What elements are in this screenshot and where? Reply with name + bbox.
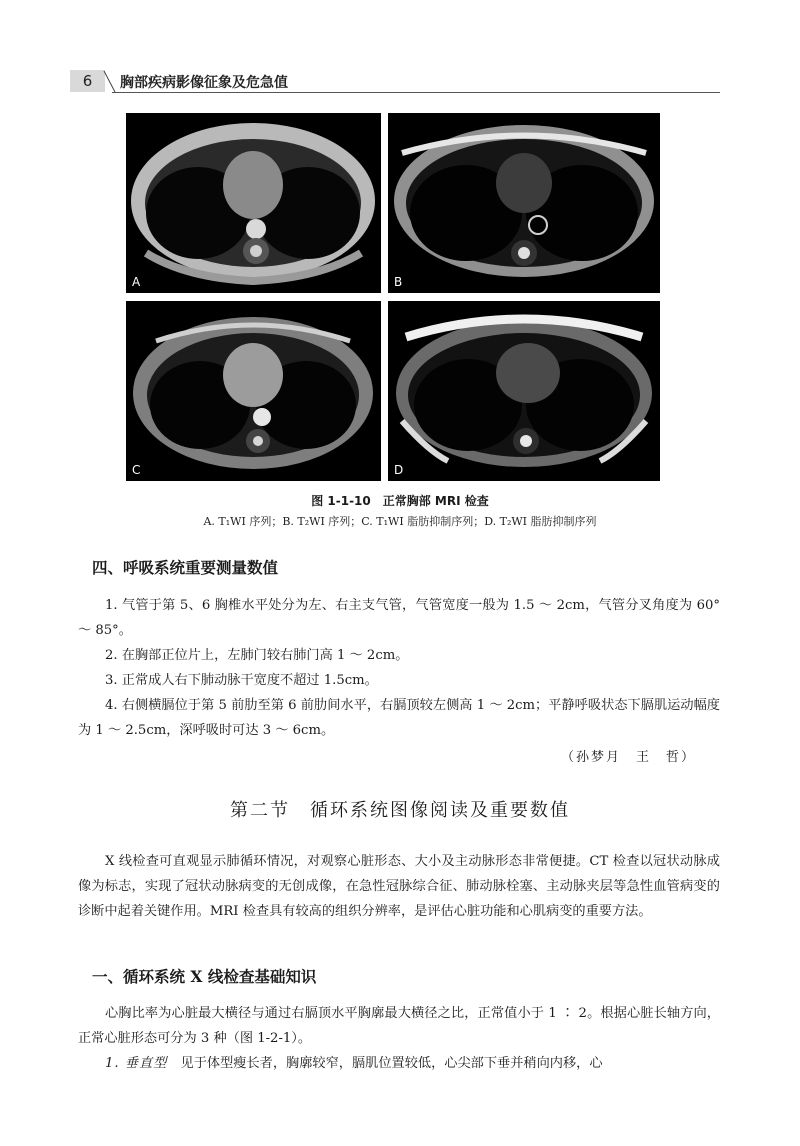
measurement-item-2: 2. 在胸部正位片上，左肺门较右肺门高 1 ～ 2cm。 (105, 648, 409, 663)
measurement-item-1: 1. 气管于第 5、6 胸椎水平处分为左、右主支气管，气管宽度一般为 1.5 ～ 2cm，气管分叉角度为 60° ～ 85°。 (78, 598, 720, 638)
page-number: 6 (82, 72, 93, 90)
section-title: 第二节 循环系统图像阅读及重要数值 (230, 800, 570, 821)
heart-type-vertical (78, 1051, 720, 1076)
header-rule (112, 92, 720, 93)
header-slash-icon (101, 70, 121, 94)
measurement-item-4: 4. 右侧横膈位于第 5 前肋至第 6 前肋间水平，右膈顶较左侧高 1 ～ 2cm；平静呼吸状态下膈肌运动幅度为 1 ～ 2.5cm，深呼吸时可达 3 ～ 6cm。 (78, 698, 720, 738)
mri-panel-d (388, 301, 660, 481)
panel-label-b: B (394, 275, 403, 289)
mri-image-d (388, 301, 660, 481)
mri-image-b (388, 113, 660, 293)
section-intro: X 线检查可直观显示肺循环情况，对观察心脏形态、大小及主动脉形态非常便捷。CT 检查以冠状动脉成像为标志，实现了冠状动脉病变的无创成像，在急性冠脉综合征、肺动脉栓塞、主动脉夹层等急性血管病变的诊断中起着关键作用。MRI 检查具有较高的组织分辨率，是评估心脏功能和心肌病变的重要方法。 (78, 854, 720, 919)
panel-label-d: D (394, 463, 404, 477)
mri-panel-b (388, 113, 660, 293)
cardiothoracic-ratio-paragraph: 心胸比率为心脏最大横径与通过右膈顶水平胸廓最大横径之比，正常值小于 1 ∶ 2。根据心脏长轴方向，正常心脏形态可分为 3 种（图 1-2-1）。 (78, 1006, 720, 1046)
mri-panel-a (126, 113, 381, 293)
figure-title: 图 1-1-10 正常胸部 MRI 检查 (311, 494, 489, 508)
sub-heading-xray: 一、循环系统 X 线检查基础知识 (92, 967, 317, 986)
heart-type-label: 1. 垂直型 (105, 1056, 168, 1071)
section-heading-measurements: 四、呼吸系统重要测量数值 (92, 558, 279, 577)
mri-panel-c (126, 301, 381, 481)
panel-label-c: C (132, 463, 141, 477)
heart-type-text: 见于体型瘦长者，胸廓较窄，膈肌位置较低，心尖部下垂并稍向内移，心 (167, 1056, 603, 1071)
book-title: 胸部疾病影像征象及危急值 (120, 75, 288, 91)
panel-label-a: A (132, 275, 141, 289)
authors: （孙梦月 王 哲） (560, 750, 696, 765)
figure-caption: A. T₁WI 序列；B. T₂WI 序列；C. T₁WI 脂肪抑制序列；D. T₂WI 脂肪抑制序列 (203, 515, 597, 528)
mri-image-a (126, 113, 381, 293)
mri-image-c (126, 301, 381, 481)
measurement-item-3: 3. 正常成人右下肺动脉干宽度不超过 1.5cm。 (105, 673, 378, 688)
